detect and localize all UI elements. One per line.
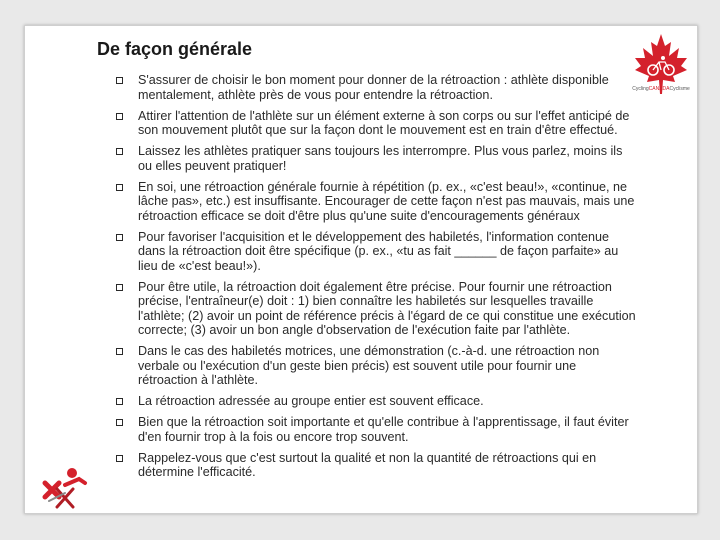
- coaching-logo-icon: [39, 463, 89, 511]
- logo-caption: [629, 86, 693, 92]
- bullet-item: Bien que la rétroaction soit importante et qu'elle contribue à l'apprentissage, il faut éviter d'en fournir trop à la fois ou encore trop souvent.: [113, 415, 639, 444]
- logo-caption-right: Cyclisme: [669, 86, 690, 92]
- bullet-item: Pour être utile, la rétroaction doit également être précise. Pour fournir une rétroaction précise, l'entraîneur(e) doit : 1) bien connaître les habiletés sur lesquelles travaille l'athlète; (2) avoir un point de référence précis à l'égard de ce qui constitue une exécution correcte; (3) avoir un bon angle d'observation de l'exécution faite par l'athlète.: [113, 280, 639, 338]
- bullet-item: En soi, une rétroaction générale fournie à répétition (p. ex., «c'est beau!», «continue, ne lâche pas», etc.) est insuffisante. Encourager de cette façon n'est pas mauvais, mais une rétroaction efficace se doit d'être plus qu'une suite d'encouragements généraux: [113, 180, 639, 224]
- slide: [24, 25, 698, 514]
- bullet-item: Pour favoriser l'acquisition et le développement des habiletés, l'information contenue dans la rétroaction doit être spécifique (p. ex., «tu as fait ______ de façon parfaite» au lieu de «c'est beau!»).: [113, 230, 639, 274]
- bullet-list: [113, 73, 639, 486]
- bullet-item: Dans le cas des habiletés motrices, une démonstration (c.-à-d. une rétroaction non verbale ou l'exécution d'un geste bien précis) est souvent utile pour fournir une rétroaction à l'athlète.: [113, 344, 639, 388]
- bullet-item: Attirer l'attention de l'athlète sur un élément externe à son corps ou sur l'effet anticipé de son mouvement plutôt que sur la façon dont le mouvement est en train d'être effectué.: [113, 109, 639, 138]
- logo-caption-red: CANADA: [648, 86, 670, 92]
- slide-title: De façon générale: [97, 39, 253, 59]
- bullet-item: Laissez les athlètes pratiquer sans toujours les interrompre. Plus vous parlez, moins ils ou elles peuvent pratiquer!: [113, 144, 639, 173]
- bullet-item: La rétroaction adressée au groupe entier est souvent efficace.: [113, 394, 639, 409]
- bullet-item: Rappelez-vous que c'est surtout la qualité et non la quantité de rétroactions qui en détermine l'efficacité.: [113, 451, 639, 480]
- logo-caption-left: Cycling: [632, 86, 649, 92]
- bullet-item: S'assurer de choisir le bon moment pour donner de la rétroaction : athlète disponible mentalement, athlète près de vous pour entendre la rétroaction.: [113, 73, 639, 102]
